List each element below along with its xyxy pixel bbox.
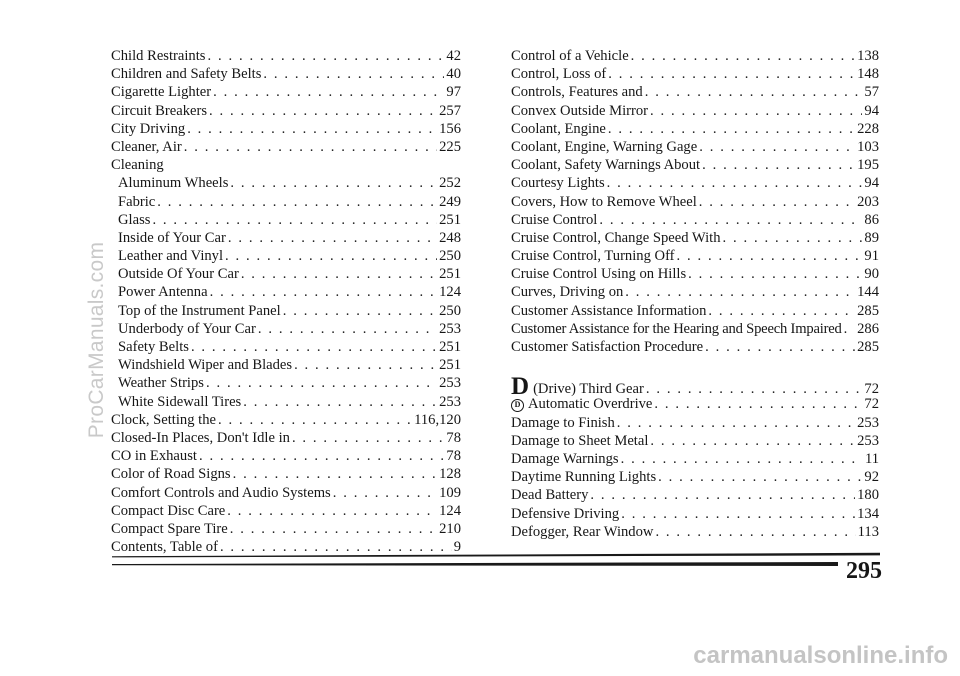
entry-page: 134 bbox=[857, 505, 879, 522]
index-entry bbox=[111, 247, 461, 265]
index-entry bbox=[111, 447, 461, 465]
index-entry bbox=[511, 193, 879, 211]
index-entry bbox=[511, 47, 879, 65]
entry-page: 42 bbox=[446, 48, 461, 64]
entry-page: 252 bbox=[439, 175, 461, 192]
dot-leader bbox=[283, 302, 437, 320]
index-entry bbox=[111, 47, 461, 65]
entry-page: 109 bbox=[439, 484, 461, 501]
entry-label: Safety Belts bbox=[118, 339, 189, 355]
footer-rule-lower bbox=[112, 562, 838, 566]
index-entry bbox=[111, 465, 461, 483]
dot-leader bbox=[844, 320, 855, 338]
index-entry bbox=[511, 320, 879, 338]
dot-leader bbox=[677, 247, 863, 265]
dot-leader bbox=[702, 156, 855, 174]
entry-label: Glass bbox=[118, 211, 151, 228]
entry-label: Children and Safety Belts bbox=[111, 66, 262, 83]
entry-page: 285 bbox=[857, 302, 879, 319]
entry-page: 57 bbox=[864, 84, 879, 101]
footer-rules bbox=[0, 550, 960, 570]
index-entry bbox=[511, 414, 879, 432]
dot-leader bbox=[209, 102, 437, 120]
index-entry bbox=[511, 450, 879, 468]
index-group-d bbox=[511, 414, 879, 541]
dot-leader bbox=[650, 102, 862, 120]
dot-leader bbox=[241, 265, 437, 283]
section-letter-d: D bbox=[511, 373, 530, 401]
dot-leader bbox=[294, 356, 437, 374]
footer-rule-upper bbox=[112, 553, 880, 558]
entry-label: Aluminum Wheels bbox=[118, 175, 229, 192]
entry-label: Cleaning bbox=[111, 157, 164, 174]
entry-page: 257 bbox=[439, 102, 461, 119]
dot-leader bbox=[621, 450, 863, 468]
entry-page: 251 bbox=[439, 357, 461, 374]
entry-page: 11 bbox=[864, 450, 879, 467]
entry-label: CO in Exhaust bbox=[111, 448, 197, 465]
dot-leader bbox=[258, 320, 437, 338]
index-entry bbox=[511, 138, 879, 156]
entry-label: Daytime Running Lights bbox=[511, 469, 657, 486]
entry-label: Courtesy Lights bbox=[511, 175, 605, 192]
entry-label: Curves, Driving on bbox=[511, 284, 624, 301]
dot-leader bbox=[228, 229, 437, 247]
entry-label: Control, Loss of bbox=[511, 66, 607, 83]
dot-leader bbox=[599, 211, 862, 229]
index-entry bbox=[111, 338, 461, 356]
entry-label: Compact Disc Care bbox=[111, 502, 226, 519]
index-entry bbox=[511, 432, 879, 450]
index-entry bbox=[511, 283, 879, 301]
entry-page: 251 bbox=[439, 339, 461, 355]
entry-page: 97 bbox=[446, 84, 461, 101]
dot-leader bbox=[625, 283, 855, 301]
entry-page: 156 bbox=[439, 120, 461, 137]
dot-leader bbox=[243, 393, 437, 411]
dot-leader bbox=[206, 374, 437, 392]
dot-leader bbox=[225, 247, 437, 265]
index-entry bbox=[511, 102, 879, 120]
dot-leader bbox=[199, 447, 444, 465]
entry-page: 124 bbox=[439, 284, 461, 301]
entry-label: Compact Spare Tire bbox=[111, 520, 228, 537]
entry-page: 91 bbox=[864, 248, 879, 265]
dot-leader bbox=[152, 211, 437, 229]
entry-page: 86 bbox=[864, 211, 879, 228]
entry-page: 90 bbox=[864, 266, 879, 283]
entry-label: Contents, Table of bbox=[111, 539, 218, 556]
entry-label: Coolant, Engine, Warning Gage bbox=[511, 138, 698, 155]
entry-label: Circuit Breakers bbox=[111, 102, 208, 119]
dot-leader bbox=[213, 83, 444, 101]
dot-leader bbox=[191, 338, 437, 356]
entry-label: Underbody of Your Car bbox=[118, 320, 256, 337]
index-entry bbox=[111, 65, 461, 83]
index-entry bbox=[111, 265, 461, 283]
entry-page: 40 bbox=[446, 66, 461, 83]
entry-label: Cruise Control, Change Speed With bbox=[511, 229, 721, 246]
entry-label: Comfort Controls and Audio Systems bbox=[111, 484, 331, 501]
entry-page: 249 bbox=[439, 193, 461, 210]
dot-leader bbox=[655, 523, 855, 541]
entry-label: Damage Warnings bbox=[511, 450, 619, 467]
index-column-right bbox=[511, 47, 879, 541]
entry-page: 78 bbox=[446, 429, 461, 446]
entry-page: 72 bbox=[864, 396, 879, 413]
index-column-left bbox=[111, 47, 461, 556]
entry-label: Leather and Vinyl bbox=[118, 248, 224, 265]
entry-label: Covers, How to Remove Wheel bbox=[511, 193, 697, 210]
entry-label: Control of a Vehicle bbox=[511, 48, 629, 64]
entry-page: 72 bbox=[864, 381, 879, 398]
entry-label: Controls, Features and bbox=[511, 84, 643, 101]
entry-label: Damage to Finish bbox=[511, 414, 615, 431]
entry-label: Weather Strips bbox=[118, 375, 204, 392]
dot-leader bbox=[292, 429, 444, 447]
index-group-c bbox=[511, 47, 879, 356]
index-entry bbox=[511, 65, 879, 83]
entry-label: Defogger, Rear Window bbox=[511, 523, 654, 540]
index-entry bbox=[511, 120, 879, 138]
index-entry bbox=[111, 120, 461, 138]
entry-label: Top of the Instrument Panel bbox=[118, 302, 281, 319]
dot-leader bbox=[723, 229, 863, 247]
entry-page: 144 bbox=[857, 284, 879, 301]
entry-page: 250 bbox=[439, 248, 461, 265]
entry-label: Defensive Driving bbox=[511, 505, 620, 522]
index-entry bbox=[511, 486, 879, 504]
bottom-watermark: carmanualsonline.info bbox=[693, 642, 948, 669]
index-entry bbox=[111, 320, 461, 338]
entry-page: 250 bbox=[439, 302, 461, 319]
index-entry bbox=[111, 193, 461, 211]
index-entry bbox=[111, 429, 461, 447]
entry-label: Closed-In Places, Don't Idle in bbox=[111, 429, 290, 446]
entry-label: Clock, Setting the bbox=[111, 411, 216, 428]
entry-page: 251 bbox=[439, 266, 461, 283]
index-entry bbox=[511, 247, 879, 265]
index-entry-d-drive bbox=[511, 373, 879, 401]
overdrive-icon: D bbox=[511, 399, 524, 412]
entry-label: Windshield Wiper and Blades bbox=[118, 357, 293, 374]
entry-page: 89 bbox=[864, 229, 879, 246]
dot-leader bbox=[207, 47, 444, 65]
entry-label: Coolant, Engine bbox=[511, 120, 606, 137]
entry-page: 253 bbox=[439, 393, 461, 410]
entry-page: 92 bbox=[864, 469, 879, 486]
entry-page: 113 bbox=[857, 523, 879, 540]
entry-page: 228 bbox=[857, 120, 879, 137]
entry-page: 225 bbox=[439, 138, 461, 155]
entry-label: Child Restraints bbox=[111, 48, 206, 64]
entry-page: 253 bbox=[857, 414, 879, 431]
dot-leader bbox=[608, 65, 855, 83]
dot-leader bbox=[157, 193, 437, 211]
entry-label: Cruise Control bbox=[511, 211, 598, 228]
entry-label: Cleaner, Air bbox=[111, 138, 182, 155]
entry-page: 248 bbox=[439, 229, 461, 246]
entry-label: Customer Satisfaction Procedure bbox=[511, 339, 704, 355]
index-entry bbox=[111, 302, 461, 320]
dot-leader bbox=[590, 486, 855, 504]
dot-leader bbox=[263, 65, 444, 83]
entry-page: 116,120 bbox=[414, 411, 461, 428]
index-entry bbox=[511, 211, 879, 229]
dot-leader bbox=[227, 502, 437, 520]
index-entry bbox=[111, 156, 461, 174]
dot-leader bbox=[617, 414, 855, 432]
index-entry bbox=[111, 102, 461, 120]
index-entry bbox=[511, 338, 879, 356]
index-entry-overdrive bbox=[511, 395, 879, 413]
entry-page: 253 bbox=[439, 320, 461, 337]
entry-page: 124 bbox=[439, 502, 461, 519]
entry-page: 195 bbox=[857, 157, 879, 174]
index-entry bbox=[111, 502, 461, 520]
entry-page: 9 bbox=[453, 539, 461, 556]
dot-leader bbox=[631, 47, 855, 65]
entry-page: 94 bbox=[864, 102, 879, 119]
dot-leader bbox=[705, 338, 855, 356]
entry-label: Coolant, Safety Warnings About bbox=[511, 157, 701, 174]
dot-leader bbox=[654, 395, 862, 413]
index-entry bbox=[111, 174, 461, 192]
dot-leader bbox=[699, 193, 855, 211]
entry-label: White Sidewall Tires bbox=[118, 393, 242, 410]
entry-page: 253 bbox=[857, 432, 879, 449]
entry-label: Customer Assistance for the Hearing and Speech Impaired bbox=[511, 320, 842, 337]
dot-leader bbox=[187, 120, 437, 138]
dot-leader bbox=[607, 174, 863, 192]
index-entry bbox=[111, 356, 461, 374]
dot-leader bbox=[210, 283, 438, 301]
index-entry bbox=[111, 229, 461, 247]
dot-leader bbox=[708, 302, 855, 320]
dot-leader bbox=[650, 432, 855, 450]
entry-page: 128 bbox=[439, 466, 461, 483]
entry-label: Color of Road Signs bbox=[111, 466, 231, 483]
dot-leader bbox=[230, 520, 437, 538]
index-entry bbox=[511, 156, 879, 174]
entry-label: Outside Of Your Car bbox=[118, 266, 239, 283]
index-entry bbox=[511, 302, 879, 320]
index-entry bbox=[111, 283, 461, 301]
dot-leader bbox=[218, 411, 412, 429]
entry-label: Customer Assistance Information bbox=[511, 302, 707, 319]
dot-leader bbox=[230, 174, 437, 192]
index-entry bbox=[111, 411, 461, 429]
entry-page: 210 bbox=[439, 520, 461, 537]
dot-leader bbox=[233, 465, 438, 483]
dot-leader bbox=[621, 505, 855, 523]
index-entry bbox=[511, 265, 879, 283]
entry-page: 251 bbox=[439, 211, 461, 228]
entry-page: 138 bbox=[857, 48, 879, 64]
entry-label: Cigarette Lighter bbox=[111, 84, 212, 101]
index-entry bbox=[511, 468, 879, 486]
index-entry bbox=[111, 138, 461, 156]
entry-label: Power Antenna bbox=[118, 284, 208, 301]
dot-leader bbox=[645, 83, 863, 101]
entry-label: D Automatic Overdrive bbox=[511, 395, 652, 413]
side-watermark: ProCarManuals.com bbox=[85, 241, 108, 439]
index-entry bbox=[111, 374, 461, 392]
dot-leader bbox=[658, 468, 862, 486]
entry-page: 180 bbox=[857, 487, 879, 504]
index-entry bbox=[511, 523, 879, 541]
entry-page: 286 bbox=[857, 320, 879, 337]
entry-label: Convex Outside Mirror bbox=[511, 102, 649, 119]
index-entry bbox=[111, 484, 461, 502]
dot-leader bbox=[333, 484, 437, 502]
entry-label: Inside of Your Car bbox=[118, 229, 226, 246]
dot-leader bbox=[608, 120, 855, 138]
index-entry bbox=[511, 505, 879, 523]
entry-page: 94 bbox=[864, 175, 879, 192]
entry-page: 148 bbox=[857, 66, 879, 83]
entry-label: Damage to Sheet Metal bbox=[511, 432, 649, 449]
entry-label: Cruise Control, Turning Off bbox=[511, 248, 675, 265]
entry-label: D (Drive) Third Gear bbox=[511, 373, 644, 401]
section-gap bbox=[511, 356, 879, 377]
dot-leader bbox=[688, 265, 862, 283]
entry-label: Dead Battery bbox=[511, 487, 589, 504]
index-entry bbox=[511, 83, 879, 101]
index-entry bbox=[111, 211, 461, 229]
index-entry bbox=[511, 229, 879, 247]
index-entry bbox=[111, 393, 461, 411]
entry-label: Fabric bbox=[118, 193, 156, 210]
entry-page: 78 bbox=[446, 448, 461, 465]
entry-label: City Driving bbox=[111, 120, 186, 137]
index-entry bbox=[511, 174, 879, 192]
index-entry bbox=[111, 520, 461, 538]
entry-page: 103 bbox=[857, 138, 879, 155]
entry-label: Cruise Control Using on Hills bbox=[511, 266, 687, 283]
index-entry bbox=[111, 83, 461, 101]
dot-leader bbox=[184, 138, 437, 156]
entry-page: 285 bbox=[857, 339, 879, 355]
entry-page: 203 bbox=[857, 193, 879, 210]
page-number: 295 bbox=[846, 558, 882, 584]
dot-leader bbox=[699, 138, 855, 156]
entry-page: 253 bbox=[439, 375, 461, 392]
